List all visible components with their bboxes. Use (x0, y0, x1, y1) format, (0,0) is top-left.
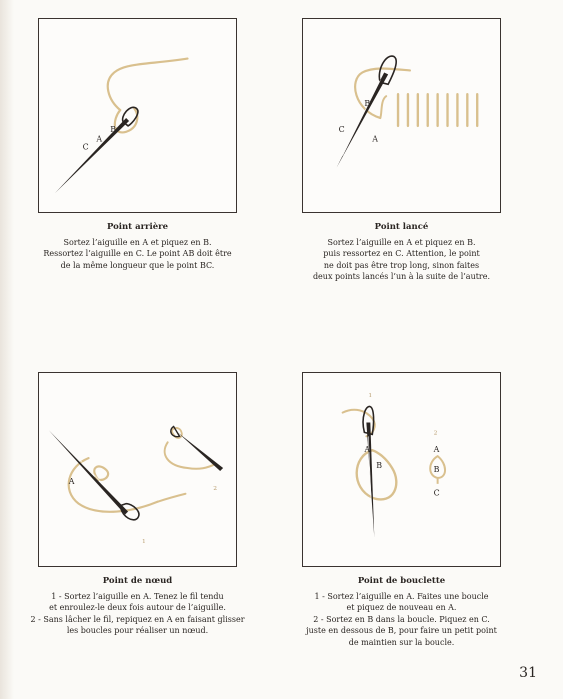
label-step-1: 1 (141, 538, 146, 546)
needle-icon (337, 56, 397, 167)
caption-point-de-noeud (18, 576, 257, 637)
diagram-point-lance (303, 19, 500, 212)
panel-title: Point lancé (374, 222, 429, 232)
diagram-point-de-noeud (39, 373, 236, 566)
thread (108, 59, 188, 110)
label-b: B (110, 124, 117, 134)
thread-tail (380, 96, 386, 118)
thread-loop (357, 450, 397, 499)
caption-line: les boucles pour réaliser un nœud. (66, 626, 209, 635)
caption-point-arriere (28, 222, 247, 271)
thread-small (165, 442, 216, 469)
caption-line: Ressortez l’aiguille en C. Le point AB doit être (43, 249, 232, 258)
label-small-b: B (433, 464, 440, 474)
needle-icon (363, 406, 374, 537)
label-step-1: 1 (368, 391, 373, 399)
label-a: A (96, 134, 103, 144)
label-c: C (338, 124, 345, 134)
panel-title: Point de nœud (102, 576, 173, 586)
caption-line: de maintien sur la boucle. (348, 637, 455, 647)
illustration-point-de-bouclette (302, 372, 501, 567)
label-b: B (364, 99, 371, 109)
thread-end (158, 494, 186, 502)
caption-line: ne doit pas être trop long, sinon faites (323, 260, 480, 270)
page-number: 31 (519, 665, 537, 681)
caption-line: Sortez l’aiguille en A et piquez en B. (63, 237, 212, 247)
label-small-a: A (433, 445, 440, 455)
label-step-2: 2 (213, 484, 217, 492)
illustration-point-de-noeud (38, 372, 237, 567)
page-gutter-shadow (0, 0, 14, 699)
label-small-c: C (433, 488, 440, 498)
label-c: C (82, 142, 89, 152)
caption-line: et enroulez-le deux fois autour de l’aiguille. (49, 603, 226, 612)
label-b: B (376, 461, 383, 471)
caption-line: puis ressortez en C. Attention, le point (323, 249, 480, 258)
caption-line: et piquez de nouveau en A. (346, 603, 457, 612)
caption-line: juste en dessous de B, pour faire un petit point (306, 626, 497, 635)
caption-line: 1 - Sortez l’aiguille en A. Tenez le fil tendu (51, 591, 224, 601)
caption-line: 2 - Sans lâcher le fil, repiquez en A en faisant glisser (30, 614, 245, 624)
label-a: A (372, 134, 379, 144)
needle-icon (49, 430, 139, 519)
caption-point-lance (290, 222, 513, 283)
caption-line: 2 - Sortez en B dans la boucle. Piquez en C. (313, 614, 490, 624)
illustration-point-arriere (38, 18, 237, 213)
caption-line: de la même longueur que le point BC. (60, 260, 215, 270)
label-a: A (364, 445, 371, 455)
thread-wrap (94, 466, 108, 480)
running-stitches (398, 94, 477, 126)
illustration-point-lance (302, 18, 501, 213)
diagram-point-arriere (39, 19, 236, 212)
caption-line: 1 - Sortez l’aiguille en A. Faites une boucle (314, 591, 489, 601)
panel-title: Point arrière (106, 222, 169, 232)
label-a: A (68, 476, 75, 486)
needle-small-icon (171, 426, 223, 471)
diagram-point-de-bouclette (303, 373, 500, 566)
needle-icon (55, 107, 138, 193)
panel-title: Point de bouclette (357, 576, 446, 586)
caption-point-de-bouclette (290, 576, 513, 648)
caption-line: Sortez l’aiguille en A et piquez en B. (327, 237, 476, 247)
label-step-2: 2 (433, 429, 438, 437)
caption-line: deux points lancés l’un à la suite de l’autre. (312, 272, 491, 281)
